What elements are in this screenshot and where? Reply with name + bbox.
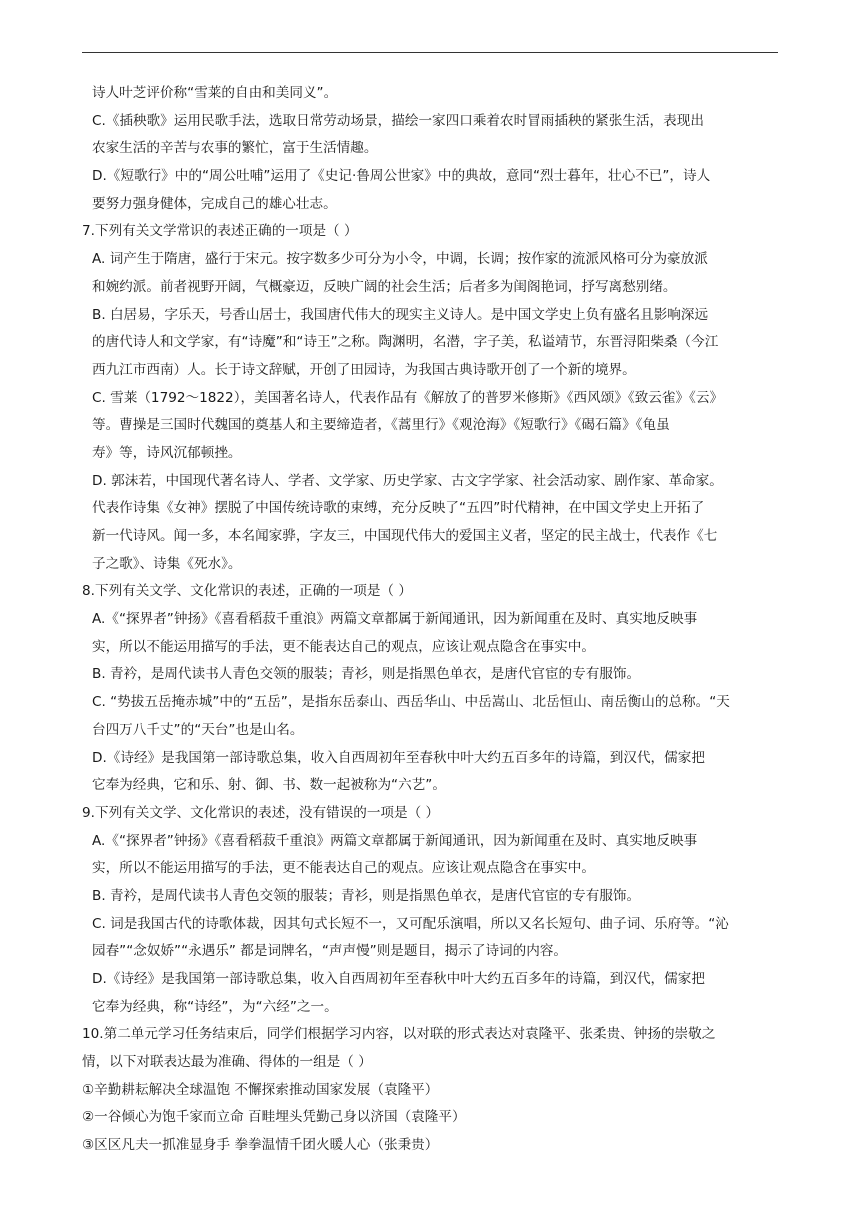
option-paragraph [82,745,782,800]
text-line: 9.下列有关文学、文化常识的表述，没有错误的一项是（ ） [82,804,440,821]
text-line: 的唐代诗人和文学家，有“诗魔”和“诗王”之称。陶渊明，名潜，字子美，私谥靖节，东晋浔阳柴桑（今江 [92,334,719,351]
text-line: D.《诗经》是我国第一部诗歌总集，收入自西周初年至春秋中叶大约五百多年的诗篇，到汉代，儒家把 [92,749,705,766]
text-line: B. 白居易，字乐天，号香山居士，我国唐代伟大的现实主义诗人。是中国文学史上负有盛名且影响深远 [92,306,709,323]
text-line: 农家生活的辛苦与农事的繁忙，富于生活情趣。 [92,140,378,157]
text-line: 它奉为经典，它和乐、射、御、书、数一起被称为“六艺”。 [92,777,446,794]
option-paragraph [82,661,782,689]
text-line: 新一代诗风。闻一多，本名闻家骅，字友三，中国现代伟大的爱国主义者，坚定的民主战士，代表作《七 [92,528,718,544]
option-paragraph [82,689,782,744]
text-line: A.《“探界者”钟扬》《喜看稻菽千重浪》两篇文章都属于新闻通讯，因为新闻重在及时、真实地反映事 [92,611,698,628]
question-paragraph [82,578,782,606]
text-line: C. 词是我国古代的诗歌体裁，因其句式长短不一，又可配乐演唱，所以又名长短句、曲子词、乐府等。“沁 [92,915,729,932]
option-paragraph [82,606,782,661]
document-body [82,80,782,1160]
text-line: 要努力强身健体，完成自己的雄心壮志。 [92,195,337,212]
text-line: D.《短歌行》中的“周公吐哺”运用了《史记·鲁周公世家》中的典故，意同“烈士暮年，壮心不已”，诗人 [92,168,711,185]
text-line: 园春”“念奴娇”“永遇乐” 都是词牌名，“声声慢”则是题目，揭示了诗词的内容。 [92,943,568,960]
question-paragraph [82,1132,782,1160]
option-paragraph [82,911,782,966]
question-paragraph [82,1077,782,1105]
text-line: 子之歌》、诗集《死水》。 [92,555,242,572]
text-line: D.《诗经》是我国第一部诗歌总集，收入自西周初年至春秋中叶大约五百多年的诗篇，到汉代，儒家把 [92,971,705,987]
text-line: D. 郭沫若，中国现代著名诗人、学者、文学家、历史学家、古文字学家、社会活动家、剧作家、革命家。 [92,472,723,489]
option-paragraph [82,385,782,468]
text-line: 西九江市西南）人。长于诗文辞赋，开创了田园诗，为我国古典诗歌开创了一个新的境界。 [92,361,636,378]
text-line: ①辛勤耕耘解决全球温饱 不懈探索推动国家发展（袁隆平） [82,1081,439,1098]
question-paragraph [82,218,782,246]
option-paragraph [82,80,782,108]
text-line: B. 青衿，是周代读书人青色交领的服装；青衫，则是指黑色单衣，是唐代官宦的专有服饰。 [92,887,641,904]
text-line: 它奉为经典，称“诗经”，为“六经”之一。 [92,998,338,1015]
option-paragraph [82,108,782,163]
text-line: C. 雪莱（1792～1822），美国著名诗人，代表作品有《解放了的普罗米修斯》《西风颂》《致云雀》《云》 [92,389,724,406]
question-paragraph [82,800,782,828]
text-line: 7.下列有关文学常识的表述正确的一项是（ ） [82,223,358,240]
text-line: 台四万八千丈”的“天台”也是山名。 [92,721,304,738]
text-line: A. 词产生于隋唐，盛行于宋元。按字数多少可分为小令，中调，长调；按作家的流派风格可分为豪放派 [92,251,708,268]
option-paragraph [82,246,782,301]
option-paragraph [82,966,782,1021]
text-line: 实，所以不能运用描写的手法，更不能表达自己的观点，应该让观点隐含在事实中。 [92,638,595,655]
text-line: A.《“探界者”钟扬》《喜看稻菽千重浪》两篇文章都属于新闻通讯，因为新闻重在及时、真实地反映事 [92,832,698,849]
text-line: C.《插秧歌》运用民歌手法，选取日常劳动场景，描绘一家四口乘着农时冒雨插秧的紧张生活，表现出 [92,112,704,129]
text-line: ③区区凡夫一抓准显身手 拳拳温情千团火暖人心（张秉贵） [82,1137,439,1154]
option-paragraph [82,883,782,911]
text-line: 等。曹操是三国时代魏国的奠基人和主要缔造者，《蒿里行》《观沧海》《短歌行》《碣石篇》《龟虽 [92,417,670,434]
text-line: 寿》等，诗风沉郁顿挫。 [92,444,242,461]
text-line: 10.第二单元学习任务结束后，同学们根据学习内容，以对联的形式表达对袁隆平、张柔贵、钟扬的崇敬之 [82,1026,716,1043]
option-paragraph [82,468,782,579]
text-line: 和婉约派。前者视野开阔，气概豪迈，反映广阔的社会生活；后者多为闺阁艳词，抒写离愁别绪。 [92,278,677,295]
option-paragraph [82,163,782,218]
text-line: 诗人叶芝评价称“雪莱的自由和美同义”。 [92,85,338,101]
option-paragraph [82,302,782,385]
header-rule [82,52,778,53]
text-line: 8.下列有关文学、文化常识的表述，正确的一项是（ ） [82,583,412,600]
option-paragraph [82,828,782,883]
text-line: C. “势拔五岳掩赤城”中的“五岳”，是指东岳泰山、西岳华山、中岳嵩山、北岳恒山、南岳衡山的总称。“天 [92,694,730,711]
text-line: 情，以下对联表达最为准确、得体的一组是（ ） [82,1054,372,1071]
text-line: 代表作诗集《女神》摆脱了中国传统诗歌的束缚，充分反映了“五四”时代精神，在中国文学史上开拓了 [92,500,705,517]
text-line: B. 青衿，是周代读书人青色交领的服装；青衫，则是指黑色单衣，是唐代官宦的专有服饰。 [92,666,641,683]
question-paragraph [82,1104,782,1132]
text-line: 实，所以不能运用描写的手法，更不能表达自己的观点。应该让观点隐含在事实中。 [92,860,595,877]
question-paragraph [82,1021,782,1076]
text-line: ②一谷倾心为饱千家而立命 百畦埋头凭勤己身以济国（袁隆平） [82,1109,466,1126]
